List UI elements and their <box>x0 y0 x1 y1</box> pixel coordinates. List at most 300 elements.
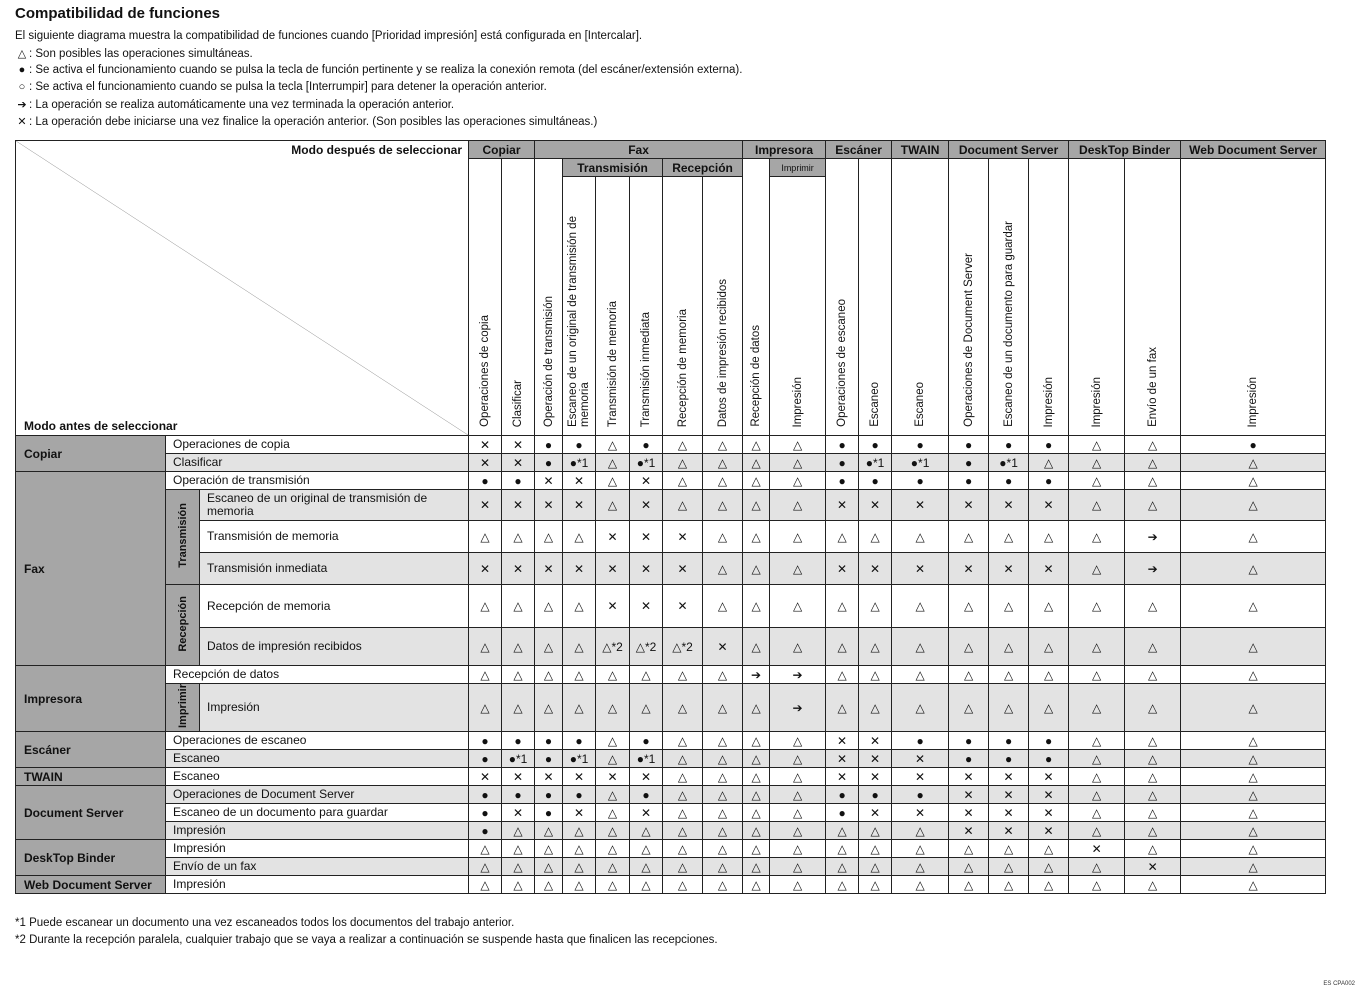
matrix-cell: ✕ <box>1125 858 1181 876</box>
matrix-cell: ● <box>826 454 859 472</box>
matrix-cell: ● <box>826 786 859 804</box>
matrix-cell: ✕ <box>469 768 502 786</box>
matrix-cell: ● <box>989 472 1029 490</box>
matrix-cell: ✕ <box>892 768 949 786</box>
matrix-cell: △ <box>949 585 989 628</box>
matrix-cell: △ <box>663 472 703 490</box>
matrix-cell: △ <box>743 858 770 876</box>
matrix-cell: △ <box>1181 628 1326 666</box>
matrix-cell: △ <box>1125 684 1181 732</box>
matrix-cell: ✕ <box>502 804 535 822</box>
row-group-label: Escáner <box>16 732 166 768</box>
matrix-cell: △ <box>563 858 596 876</box>
matrix-cell: △ <box>1181 490 1326 521</box>
matrix-cell: △ <box>1029 628 1069 666</box>
table-row <box>16 768 1326 786</box>
matrix-cell: ● <box>1029 436 1069 454</box>
matrix-cell: △ <box>703 666 743 684</box>
matrix-cell: △ <box>1069 666 1125 684</box>
matrix-cell: △ <box>989 858 1029 876</box>
matrix-cell: ● <box>502 732 535 750</box>
matrix-cell: △ <box>826 521 859 553</box>
matrix-cell: △ <box>563 822 596 840</box>
matrix-cell: △ <box>770 490 826 521</box>
matrix-cell: △ <box>1181 472 1326 490</box>
matrix-cell: ✕ <box>535 472 563 490</box>
matrix-cell: ● <box>502 786 535 804</box>
matrix-cell: ●*1 <box>630 454 663 472</box>
matrix-cell: △ <box>859 822 892 840</box>
row-label: Impresión <box>166 822 469 840</box>
matrix-cell: △ <box>469 858 502 876</box>
matrix-cell: ✕ <box>859 768 892 786</box>
col-header: Envío de un fax <box>1125 159 1181 436</box>
matrix-cell: △ <box>663 804 703 822</box>
matrix-cell: △ <box>1069 804 1125 822</box>
matrix-cell: △*2 <box>663 628 703 666</box>
matrix-cell: ✕ <box>859 490 892 521</box>
matrix-cell: △ <box>989 684 1029 732</box>
matrix-cell: △ <box>663 768 703 786</box>
matrix-cell: ➔ <box>770 684 826 732</box>
matrix-cell: △ <box>703 472 743 490</box>
matrix-cell: △ <box>703 768 743 786</box>
matrix-cell: △ <box>859 521 892 553</box>
matrix-cell: △ <box>1125 454 1181 472</box>
matrix-cell: △ <box>1029 876 1069 894</box>
matrix-cell: ✕ <box>989 553 1029 585</box>
legend-cross: ✕ : La operación debe iniciarse una vez finalice la operación anterior. (Son posibles las operaciones simultáneas.) <box>15 115 597 128</box>
matrix-cell: ● <box>535 732 563 750</box>
matrix-cell: △ <box>630 684 663 732</box>
matrix-cell: △ <box>743 822 770 840</box>
matrix-cell: △ <box>1181 876 1326 894</box>
table-row <box>16 454 1326 472</box>
matrix-cell: ➔ <box>770 666 826 684</box>
matrix-cell: △ <box>1125 472 1181 490</box>
matrix-cell: △ <box>743 585 770 628</box>
matrix-cell: ✕ <box>469 553 502 585</box>
matrix-cell: △ <box>1069 786 1125 804</box>
matrix-cell: △ <box>859 628 892 666</box>
matrix-cell: ✕ <box>630 521 663 553</box>
matrix-cell: △ <box>743 876 770 894</box>
matrix-cell: △ <box>703 521 743 553</box>
footnote-2: *2 Durante la recepción paralela, cualquier trabajo que se vaya a realizar a continuación se suspende hasta que finalicen las recepciones. <box>15 934 718 946</box>
matrix-cell: ✕ <box>469 490 502 521</box>
matrix-cell: △ <box>770 840 826 858</box>
matrix-cell: △ <box>663 876 703 894</box>
table-row <box>16 804 1326 822</box>
row-label: Operaciones de copia <box>166 436 469 454</box>
matrix-cell: △ <box>826 666 859 684</box>
matrix-cell: ● <box>989 436 1029 454</box>
table-row <box>16 666 1326 684</box>
matrix-cell: ●*1 <box>989 454 1029 472</box>
matrix-cell: △ <box>859 585 892 628</box>
matrix-cell: △ <box>596 858 630 876</box>
matrix-cell: △ <box>596 472 630 490</box>
matrix-cell: ✕ <box>535 768 563 786</box>
matrix-cell: △ <box>826 628 859 666</box>
matrix-cell: △ <box>770 804 826 822</box>
matrix-cell: △ <box>770 750 826 768</box>
matrix-cell: △ <box>770 472 826 490</box>
matrix-cell: ● <box>563 786 596 804</box>
matrix-cell: △ <box>1069 858 1125 876</box>
matrix-cell: △ <box>826 840 859 858</box>
matrix-cell: △ <box>596 876 630 894</box>
matrix-cell: △ <box>1125 436 1181 454</box>
matrix-cell: ● <box>892 472 949 490</box>
matrix-cell: △ <box>770 553 826 585</box>
matrix-cell: ● <box>826 436 859 454</box>
col-group-escaner: Escáner <box>826 141 892 159</box>
matrix-cell: △ <box>502 684 535 732</box>
matrix-cell: ● <box>630 786 663 804</box>
table-row <box>16 628 1326 666</box>
matrix-cell: △ <box>770 768 826 786</box>
matrix-cell: △ <box>743 750 770 768</box>
matrix-cell: ✕ <box>563 472 596 490</box>
matrix-cell: △ <box>469 585 502 628</box>
matrix-cell: ●*1 <box>859 454 892 472</box>
matrix-cell: ✕ <box>563 490 596 521</box>
matrix-cell: △ <box>743 553 770 585</box>
col-header: Recepción de memoria <box>663 177 703 436</box>
matrix-cell: ● <box>859 472 892 490</box>
matrix-cell: △ <box>1181 666 1326 684</box>
table-row <box>16 436 1326 454</box>
matrix-cell: ✕ <box>859 750 892 768</box>
matrix-cell: ➔ <box>1125 553 1181 585</box>
row-label: Transmisión de memoria <box>200 521 469 553</box>
matrix-cell: △ <box>596 684 630 732</box>
matrix-cell: △ <box>703 876 743 894</box>
matrix-cell: △ <box>1069 750 1125 768</box>
matrix-cell: ✕ <box>826 768 859 786</box>
matrix-cell: ✕ <box>892 553 949 585</box>
matrix-cell: △ <box>630 858 663 876</box>
matrix-cell: △ <box>743 768 770 786</box>
row-group-label: Copiar <box>16 436 166 472</box>
row-label: Escaneo <box>166 768 469 786</box>
matrix-cell: △ <box>1125 786 1181 804</box>
matrix-cell: △ <box>563 876 596 894</box>
table-row <box>16 750 1326 768</box>
row-group-label: Fax <box>16 472 166 666</box>
matrix-cell: ●*1 <box>892 454 949 472</box>
matrix-cell: ✕ <box>1029 786 1069 804</box>
matrix-cell: ✕ <box>596 521 630 553</box>
matrix-cell: △ <box>1069 628 1125 666</box>
matrix-cell: ● <box>1029 732 1069 750</box>
row-label: Escaneo de un original de transmisión de memoria <box>200 490 469 521</box>
matrix-cell: △ <box>663 750 703 768</box>
matrix-cell: △ <box>1069 822 1125 840</box>
table-row <box>16 472 1326 490</box>
row-label: Escaneo <box>166 750 469 768</box>
matrix-cell: △ <box>1125 490 1181 521</box>
matrix-cell: ● <box>469 822 502 840</box>
row-label: Impresión <box>166 876 469 894</box>
row-label: Operaciones de escaneo <box>166 732 469 750</box>
matrix-cell: ✕ <box>663 585 703 628</box>
matrix-cell: △ <box>563 521 596 553</box>
matrix-cell: ● <box>630 436 663 454</box>
matrix-cell: △ <box>630 666 663 684</box>
row-label: Transmisión inmediata <box>200 553 469 585</box>
matrix-cell: △ <box>663 436 703 454</box>
matrix-cell: △ <box>469 840 502 858</box>
matrix-cell: △ <box>743 684 770 732</box>
matrix-cell: ✕ <box>663 521 703 553</box>
matrix-cell: △ <box>596 732 630 750</box>
matrix-cell: ✕ <box>892 490 949 521</box>
row-label: Envío de un fax <box>166 858 469 876</box>
matrix-cell: △ <box>1029 858 1069 876</box>
matrix-cell: △ <box>1181 786 1326 804</box>
matrix-cell: △ <box>743 490 770 521</box>
col-group-impresora: Impresora <box>743 141 826 159</box>
matrix-cell: △ <box>596 454 630 472</box>
matrix-cell: △ <box>743 628 770 666</box>
table-corner <box>16 141 469 436</box>
matrix-cell: △ <box>892 858 949 876</box>
matrix-cell: ● <box>469 804 502 822</box>
matrix-cell: ✕ <box>949 822 989 840</box>
matrix-cell: △ <box>743 804 770 822</box>
matrix-cell: △ <box>1181 822 1326 840</box>
matrix-cell: △ <box>502 858 535 876</box>
matrix-cell: ● <box>535 786 563 804</box>
col-group-twain: TWAIN <box>892 141 949 159</box>
matrix-cell: △ <box>1181 553 1326 585</box>
table-row <box>16 684 1326 732</box>
matrix-cell: △ <box>859 684 892 732</box>
matrix-cell: ✕ <box>469 436 502 454</box>
matrix-cell: △ <box>535 666 563 684</box>
cross-icon: ✕ <box>17 116 27 128</box>
matrix-cell: △ <box>563 628 596 666</box>
matrix-cell: ✕ <box>1069 840 1125 858</box>
matrix-cell: △ <box>535 876 563 894</box>
table-row <box>16 786 1326 804</box>
matrix-cell: △ <box>949 858 989 876</box>
matrix-cell: △ <box>1125 628 1181 666</box>
matrix-cell: △ <box>703 732 743 750</box>
matrix-cell: ✕ <box>826 750 859 768</box>
matrix-cell: ✕ <box>596 768 630 786</box>
matrix-cell: △ <box>703 454 743 472</box>
row-label: Impresión <box>166 840 469 858</box>
matrix-cell: △ <box>663 840 703 858</box>
matrix-cell: ✕ <box>859 804 892 822</box>
matrix-cell: ● <box>535 436 563 454</box>
matrix-cell: △ <box>535 858 563 876</box>
row-label: Operación de transmisión <box>166 472 469 490</box>
document-code: ES CPA002 <box>1323 981 1355 987</box>
matrix-cell: △ <box>596 750 630 768</box>
col-header: Operaciones de copia <box>469 159 502 436</box>
row-group-label: TWAIN <box>16 768 166 786</box>
matrix-cell: △ <box>859 858 892 876</box>
matrix-cell: △ <box>1069 472 1125 490</box>
matrix-cell: △ <box>535 585 563 628</box>
matrix-cell: △ <box>563 840 596 858</box>
matrix-cell: ✕ <box>535 553 563 585</box>
matrix-cell: △ <box>596 436 630 454</box>
col-header: Operaciones de escaneo <box>826 159 859 436</box>
matrix-cell: △ <box>949 521 989 553</box>
matrix-cell: ● <box>859 786 892 804</box>
matrix-cell: △ <box>663 858 703 876</box>
matrix-cell: ✕ <box>630 585 663 628</box>
matrix-cell: ✕ <box>663 553 703 585</box>
row-subgroup-recepcion: Recepción <box>166 585 200 666</box>
matrix-cell: △ <box>703 585 743 628</box>
matrix-cell: △ <box>1125 732 1181 750</box>
matrix-cell: △ <box>1029 666 1069 684</box>
matrix-cell: ✕ <box>630 472 663 490</box>
matrix-cell: ✕ <box>502 553 535 585</box>
matrix-cell: △ <box>989 585 1029 628</box>
matrix-cell: △ <box>1125 666 1181 684</box>
matrix-cell: △ <box>770 858 826 876</box>
matrix-cell: △ <box>663 490 703 521</box>
matrix-cell: ● <box>826 472 859 490</box>
legend-circle: ○ : Se activa el funcionamiento cuando se pulsa la tecla [Interrumpir] para detener la operación anterior. <box>15 81 547 93</box>
matrix-cell: △ <box>949 666 989 684</box>
col-header: Transmisión inmediata <box>630 177 663 436</box>
compatibility-table <box>15 140 1326 894</box>
row-group-label: Impresora <box>16 666 166 732</box>
matrix-cell: ✕ <box>949 553 989 585</box>
matrix-cell: △ <box>1069 436 1125 454</box>
matrix-cell: △ <box>770 732 826 750</box>
matrix-cell: ✕ <box>989 786 1029 804</box>
matrix-cell: ✕ <box>630 804 663 822</box>
row-label: Datos de impresión recibidos <box>200 628 469 666</box>
matrix-cell: △ <box>563 684 596 732</box>
matrix-cell: ✕ <box>989 490 1029 521</box>
matrix-cell: △ <box>1069 553 1125 585</box>
table-row <box>16 858 1326 876</box>
matrix-cell: ● <box>892 436 949 454</box>
matrix-cell: △ <box>770 454 826 472</box>
matrix-cell: ● <box>563 436 596 454</box>
matrix-cell: △ <box>1181 750 1326 768</box>
matrix-cell: ✕ <box>949 768 989 786</box>
matrix-cell: △ <box>502 822 535 840</box>
matrix-cell: △ <box>469 684 502 732</box>
matrix-cell: ● <box>535 804 563 822</box>
matrix-cell: △ <box>535 521 563 553</box>
matrix-cell: △ <box>596 666 630 684</box>
matrix-cell: △ <box>892 666 949 684</box>
row-subgroup-transmision: Transmisión <box>166 490 200 585</box>
matrix-cell: △ <box>663 684 703 732</box>
matrix-cell: ✕ <box>989 822 1029 840</box>
matrix-cell: ✕ <box>1029 553 1069 585</box>
matrix-cell: ● <box>949 454 989 472</box>
matrix-cell: △ <box>1181 858 1326 876</box>
matrix-cell: △ <box>859 876 892 894</box>
matrix-cell: ✕ <box>630 553 663 585</box>
matrix-cell: ✕ <box>469 454 502 472</box>
matrix-cell: △ <box>502 521 535 553</box>
matrix-cell: △ <box>770 876 826 894</box>
row-label: Escaneo de un documento para guardar <box>166 804 469 822</box>
matrix-cell: △ <box>1069 454 1125 472</box>
dot-icon: ● <box>18 64 26 76</box>
matrix-cell: ● <box>859 436 892 454</box>
matrix-cell: △ <box>502 585 535 628</box>
row-subgroup-imprimir: Imprimir <box>166 684 200 732</box>
col-header: Datos de impresión recibidos <box>703 177 743 436</box>
matrix-cell: △ <box>1125 804 1181 822</box>
matrix-cell: ● <box>1029 750 1069 768</box>
matrix-cell: ● <box>949 436 989 454</box>
matrix-cell: △ <box>770 585 826 628</box>
matrix-cell: ● <box>949 472 989 490</box>
row-label: Recepción de datos <box>166 666 469 684</box>
matrix-cell: △ <box>703 436 743 454</box>
matrix-cell: △ <box>596 840 630 858</box>
matrix-cell: ● <box>502 472 535 490</box>
matrix-cell: △ <box>859 840 892 858</box>
matrix-cell: △ <box>1125 750 1181 768</box>
table-row <box>16 553 1326 585</box>
matrix-cell: ✕ <box>502 768 535 786</box>
matrix-cell: △ <box>770 786 826 804</box>
matrix-cell: △ <box>469 521 502 553</box>
matrix-cell: ●*1 <box>502 750 535 768</box>
page-title: Compatibilidad de funciones <box>15 5 221 22</box>
matrix-cell: △ <box>989 628 1029 666</box>
matrix-cell: △ <box>770 628 826 666</box>
matrix-cell: △ <box>892 684 949 732</box>
matrix-cell: ✕ <box>596 553 630 585</box>
matrix-cell: △ <box>469 666 502 684</box>
matrix-cell: △ <box>596 490 630 521</box>
matrix-cell: △ <box>989 840 1029 858</box>
arrow-icon: ➔ <box>17 99 27 111</box>
matrix-cell: △ <box>1029 521 1069 553</box>
matrix-cell: △ <box>469 876 502 894</box>
matrix-cell: ✕ <box>630 768 663 786</box>
matrix-cell: ● <box>630 732 663 750</box>
matrix-cell: △ <box>703 786 743 804</box>
matrix-cell: ✕ <box>949 804 989 822</box>
matrix-cell: ● <box>949 750 989 768</box>
matrix-cell: △ <box>826 822 859 840</box>
col-header: Clasificar <box>502 159 535 436</box>
matrix-cell: ✕ <box>989 768 1029 786</box>
matrix-cell: △ <box>1029 454 1069 472</box>
matrix-cell: △ <box>743 732 770 750</box>
matrix-cell: △ <box>826 876 859 894</box>
matrix-cell: ✕ <box>826 553 859 585</box>
matrix-cell: △ <box>663 822 703 840</box>
matrix-cell: ● <box>989 732 1029 750</box>
matrix-cell: △ <box>596 786 630 804</box>
matrix-cell: △ <box>1181 454 1326 472</box>
matrix-cell: ✕ <box>892 750 949 768</box>
matrix-cell: ✕ <box>949 786 989 804</box>
matrix-cell: △ <box>630 840 663 858</box>
matrix-cell: ● <box>1181 436 1326 454</box>
